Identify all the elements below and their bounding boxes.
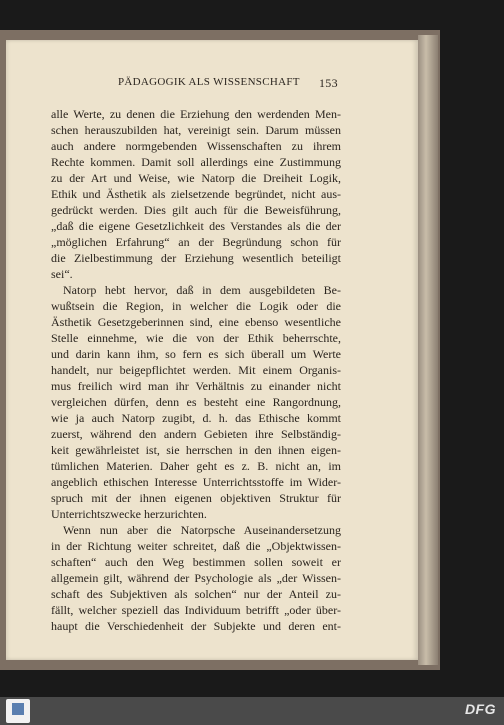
text-line: gedrückt werden. Dies gilt auch für die Beweisführung, bbox=[51, 203, 341, 217]
viewer-footer bbox=[0, 697, 504, 725]
logo-mark-icon bbox=[12, 703, 24, 715]
text-line: haupt die Verschiedenheit der Subjekte und deren ent- bbox=[51, 619, 341, 633]
text-line: Wenn nun aber die Natorpsche Auseinandersetzung bbox=[63, 523, 341, 537]
text-line: Ästhetik Gesetzgeberinnen sind, eine ebenso wesentliche bbox=[51, 315, 341, 329]
text-line: schaften“ auch den Weg bestimmen sollen soweit er bbox=[51, 555, 341, 569]
text-line: spruch mit der ihnen eigenen objektiven Struktur für bbox=[51, 491, 341, 505]
text-line: allgemein gilt, während der Psychologie als „der Wissen- bbox=[51, 571, 341, 585]
text-line: in der Richtung weiter schreitet, daß die „Objektwissen- bbox=[51, 539, 341, 553]
text-line: die Zielbestimmung der Erziehung wesentlich beteiligt bbox=[51, 251, 341, 265]
page-number: 153 bbox=[319, 76, 338, 90]
text-line: Unterrichtszwecke herzurichten. bbox=[51, 507, 207, 521]
text-line: „möglichen Erfahrung“ an der Begründung schon für bbox=[51, 235, 341, 249]
running-title: PÄDAGOGIK ALS WISSENSCHAFT bbox=[118, 76, 300, 88]
text-line: wie ja auch Natorp zugibt, d. h. das Ethische kommt bbox=[51, 411, 341, 425]
dfg-brand: DFG bbox=[464, 701, 496, 717]
text-line: keit gewährleistet ist, sie herrschen in den ihnen eigen- bbox=[51, 443, 341, 457]
text-line: alle Werte, zu denen die Erziehung den werdenden Men- bbox=[51, 107, 341, 121]
page-edges bbox=[418, 35, 438, 665]
text-line: Natorp hebt hervor, daß in dem ausgebildeten Be- bbox=[63, 283, 341, 297]
text-line: mus freilich wird man ihr Verhältnis zu einander nicht bbox=[51, 379, 341, 393]
text-line: wußtsein die Region, in welcher die Logik oder die bbox=[51, 299, 341, 313]
text-line: zuerst, während den andern Gebieten ihre Selbständig- bbox=[51, 427, 341, 441]
text-line: „daß die eigene Gesetzlichkeit des Verstandes als die der bbox=[51, 219, 341, 233]
library-logo-icon bbox=[6, 699, 30, 723]
text-line: Ethik und Ästhetik als zielsetzende begründet, nicht aus- bbox=[51, 187, 341, 201]
text-line: auch andere normgebenden Wissenschaften zu ihrem bbox=[51, 139, 341, 153]
text-line: Rechte kommen. Damit soll allerdings eine Zustimmung bbox=[51, 155, 341, 169]
text-line: vergleichen dürfen, denn es besteht eine Rangordnung, bbox=[51, 395, 341, 409]
text-line: fällt, welcher speziell das Individuum betrifft „oder über- bbox=[51, 603, 341, 617]
book-page bbox=[6, 40, 418, 660]
body-text bbox=[51, 106, 341, 634]
text-line: handelt, nur beigepflichtet werden. Mit einem Organis- bbox=[51, 363, 341, 377]
text-line: und darin kann ihm, so fern es sich überall um Werte bbox=[51, 347, 341, 361]
text-line: tümlichen Materien. Daher geht es z. B. nicht an, im bbox=[51, 459, 341, 473]
text-line: schaft des Subjektiven als solchen“ nur der Anteil zu- bbox=[51, 587, 341, 601]
text-line: angeblich ethischen Interesse Unterrichtsstoffe im Wider- bbox=[51, 475, 341, 489]
text-line: Stelle einnehme, wie die von der Ethik beherrschte, bbox=[51, 331, 341, 345]
text-line: sei“. bbox=[51, 267, 73, 281]
text-line: zu der Art und Weise, wie Natorp die Dreiheit Logik, bbox=[51, 171, 341, 185]
text-line: schen herauszubilden hat, vereinigt sein. Darum müssen bbox=[51, 123, 341, 137]
